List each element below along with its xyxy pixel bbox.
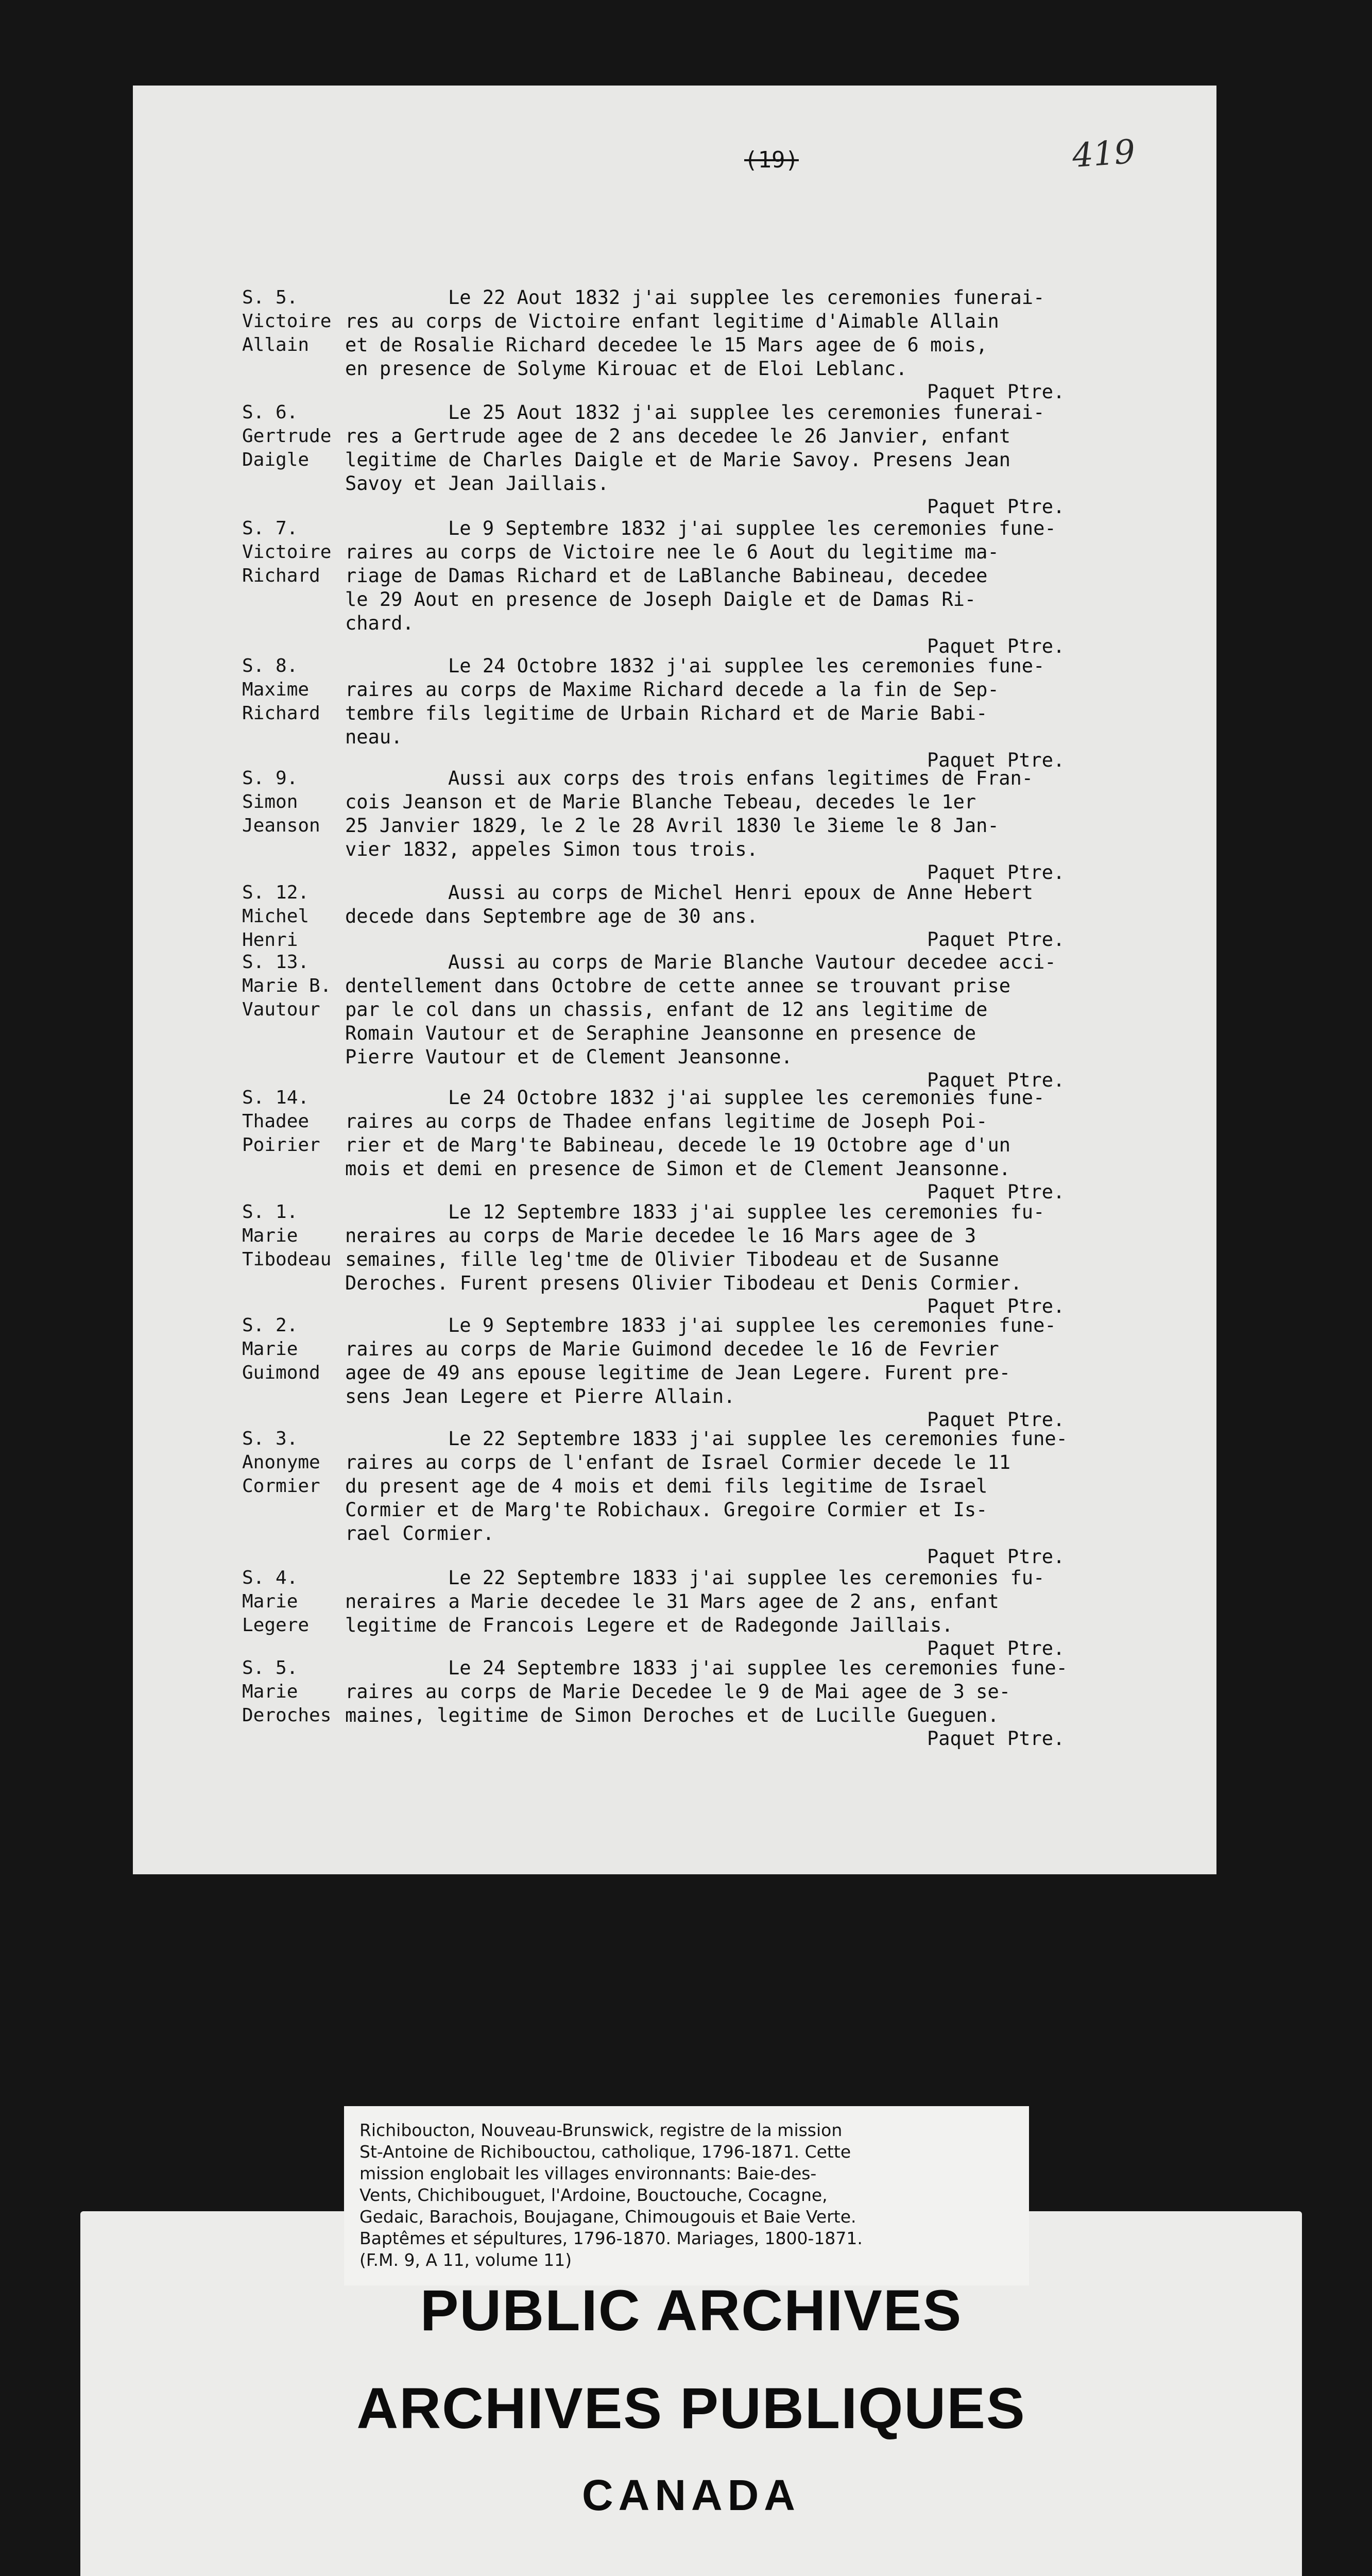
entry-text: Le 22 Septembre 1833 j'ai supplee les ceremonies fu- neraires a Marie decedee le 31 Mars agee de 2 ans, enfant legitime de Francois Legere et de Radegonde Jaillais. bbox=[345, 1567, 1045, 1636]
burial-entry bbox=[242, 1427, 1215, 1568]
priest-signature: Paquet Ptre. bbox=[927, 928, 1065, 951]
burial-entry bbox=[242, 951, 1215, 1092]
priest-signature: Paquet Ptre. bbox=[927, 749, 1065, 771]
entry-text: Le 12 Septembre 1833 j'ai supplee les ceremonies fu- neraires au corps de Marie decedee le 16 Mars agee de 3 semaines, fille leg'tme de Olivier Tibodeau et de Susanne Deroches. Furent presens Olivier Tibodeau et Denis Cormier. bbox=[345, 1201, 1045, 1294]
entry-margin-note: S. 6. Gertrude Daigle bbox=[242, 402, 332, 470]
priest-signature: Paquet Ptre. bbox=[927, 1295, 1065, 1317]
catalog-label: Richiboucton, Nouveau-Brunswick, registre de la mission St-Antoine de Richibouctou, catholique, 1796-1871. Cette mission englobait les villages environnants: Baie-des- Vents, Chichibouguet, l'Ardoine, Bouctouche, Cocagne, Gedaic, Barachois, Boujagane, Chimougouis et Baie Verte. Baptêmes et sépultures, 1796-1870. Mariages, 1800-1871. (F.M. 9, A 11, volume 11) bbox=[344, 2106, 1029, 2285]
burial-entry bbox=[242, 881, 1215, 951]
entry-text: Le 9 Septembre 1833 j'ai supplee les ceremonies fune- raires au corps de Marie Guimond decedee le 16 de Fevrier agee de 49 ans epouse legitime de Jean Legere. Furent pre- sens Jean Legere et Pierre Allain. bbox=[345, 1314, 1056, 1408]
entry-margin-note: S. 3. Anonyme Cormier bbox=[242, 1428, 320, 1497]
entry-margin-note: S. 2. Marie Guimond bbox=[242, 1315, 320, 1383]
priest-signature: Paquet Ptre. bbox=[927, 861, 1065, 884]
priest-signature: Paquet Ptre. bbox=[927, 496, 1065, 518]
archives-title-french: ARCHIVES PUBLIQUES bbox=[356, 2376, 1026, 2441]
entry-margin-note: S. 5. Victoire Allain bbox=[242, 287, 332, 355]
archives-title-english: PUBLIC ARCHIVES bbox=[420, 2278, 963, 2343]
folio-number: 419 bbox=[1071, 132, 1137, 176]
burial-entry bbox=[242, 1200, 1215, 1318]
entry-margin-note: S. 14. Thadee Poirier bbox=[242, 1087, 320, 1156]
entry-margin-note: S. 5. Marie Deroches bbox=[242, 1657, 332, 1726]
burial-entry bbox=[242, 1086, 1215, 1204]
burial-entry bbox=[242, 1314, 1215, 1431]
entry-margin-note: S. 9. Simon Jeanson bbox=[242, 768, 320, 836]
burial-entry bbox=[242, 517, 1215, 658]
entry-text: Le 25 Aout 1832 j'ai supplee les ceremonies funerai- res a Gertrude agee de 2 ans decedee le 26 Janvier, enfant legitime de Charles Daigle et de Marie Savoy. Presens Jean Savoy et Jean Jaillais. bbox=[345, 401, 1045, 495]
entry-text: Le 24 Septembre 1833 j'ai supplee les ceremonies fune- raires au corps de Marie Decedee le 9 de Mai agee de 3 se- maines, legitime de Simon Deroches et de Lucille Gueguen. bbox=[345, 1657, 1068, 1726]
entry-text: Le 24 Octobre 1832 j'ai supplee les ceremonies fune- raires au corps de Thadee enfans legitime de Joseph Poi- rier et de Marg'te Babineau, decede le 19 Octobre age d'un mois et demi en presence de Simon et de Clement Jeansonne. bbox=[345, 1087, 1045, 1180]
burial-entry bbox=[242, 286, 1215, 403]
burial-entry bbox=[242, 1656, 1215, 1750]
entry-text: Aussi aux corps des trois enfans legitimes de Fran- cois Jeanson et de Marie Blanche Tebeau, decedes le 1er 25 Janvier 1829, le 2 le 28 Avril 1830 le 3ieme le 8 Jan- vier 1832, appeles Simon tous trois. bbox=[345, 767, 1034, 860]
entry-margin-note: S. 4. Marie Legere bbox=[242, 1567, 310, 1636]
entry-text: Aussi au corps de Marie Blanche Vautour decedee acci- dentellement dans Octobre de cette annee se trouvant prise par le col dans un chassis, enfant de 12 ans legitime de Romain Vautour et de Seraphine Jeansonne en presence de Pierre Vautour et de Clement Jeansonne. bbox=[345, 951, 1056, 1068]
entry-margin-note: S. 1. Marie Tibodeau bbox=[242, 1201, 332, 1270]
archives-country: CANADA bbox=[582, 2471, 800, 2519]
priest-signature: Paquet Ptre. bbox=[927, 1069, 1065, 1091]
entry-margin-note: S. 13. Marie B. Vautour bbox=[242, 952, 332, 1020]
priest-signature: Paquet Ptre. bbox=[927, 1181, 1065, 1203]
entry-margin-note: S. 7. Victoire Richard bbox=[242, 518, 332, 586]
entry-margin-note: S. 8. Maxime Richard bbox=[242, 655, 320, 724]
priest-signature: Paquet Ptre. bbox=[927, 635, 1065, 657]
burial-entry bbox=[242, 654, 1215, 772]
entry-text: Le 22 Aout 1832 j'ai supplee les ceremonies funerai- res au corps de Victoire enfant legitime d'Aimable Allain et de Rosalie Richard decedee le 15 Mars agee de 6 mois, en presence de Solyme Kirouac et de Eloi Leblanc. bbox=[345, 286, 1045, 380]
page-number: (19) bbox=[744, 147, 799, 173]
burial-entry bbox=[242, 401, 1215, 518]
priest-signature: Paquet Ptre. bbox=[927, 1637, 1065, 1659]
burial-entry bbox=[242, 1566, 1215, 1660]
entry-text: Le 9 Septembre 1832 j'ai supplee les ceremonies fune- raires au corps de Victoire nee le 6 Aout du legitime ma- riage de Damas Richard et de LaBlanche Babineau, decedee le 29 Aout en presence de Joseph Daigle et de Damas Ri- chard. bbox=[345, 517, 1056, 634]
entry-margin-note: S. 12. Michel Henri bbox=[242, 882, 310, 951]
entry-text: Aussi au corps de Michel Henri epoux de Anne Hebert decede dans Septembre age de 30 ans. bbox=[345, 882, 1034, 927]
entry-text: Le 24 Octobre 1832 j'ai supplee les ceremonies fune- raires au corps de Maxime Richard decede a la fin de Sep- tembre fils legitime de Urbain Richard et de Marie Babi- neau. bbox=[345, 655, 1045, 748]
burial-entry bbox=[242, 767, 1215, 884]
priest-signature: Paquet Ptre. bbox=[927, 1409, 1065, 1431]
entry-text: Le 22 Septembre 1833 j'ai supplee les ceremonies fune- raires au corps de l'enfant de Israel Cormier decede le 11 du present age de 4 mois et demi fils legitime de Israel Cormier et de Marg'te Robichaux. Gregoire Cormier et Is- rael Cormier. bbox=[345, 1428, 1068, 1545]
priest-signature: Paquet Ptre. bbox=[927, 1727, 1065, 1750]
priest-signature: Paquet Ptre. bbox=[927, 381, 1065, 403]
priest-signature: Paquet Ptre. bbox=[927, 1546, 1065, 1568]
